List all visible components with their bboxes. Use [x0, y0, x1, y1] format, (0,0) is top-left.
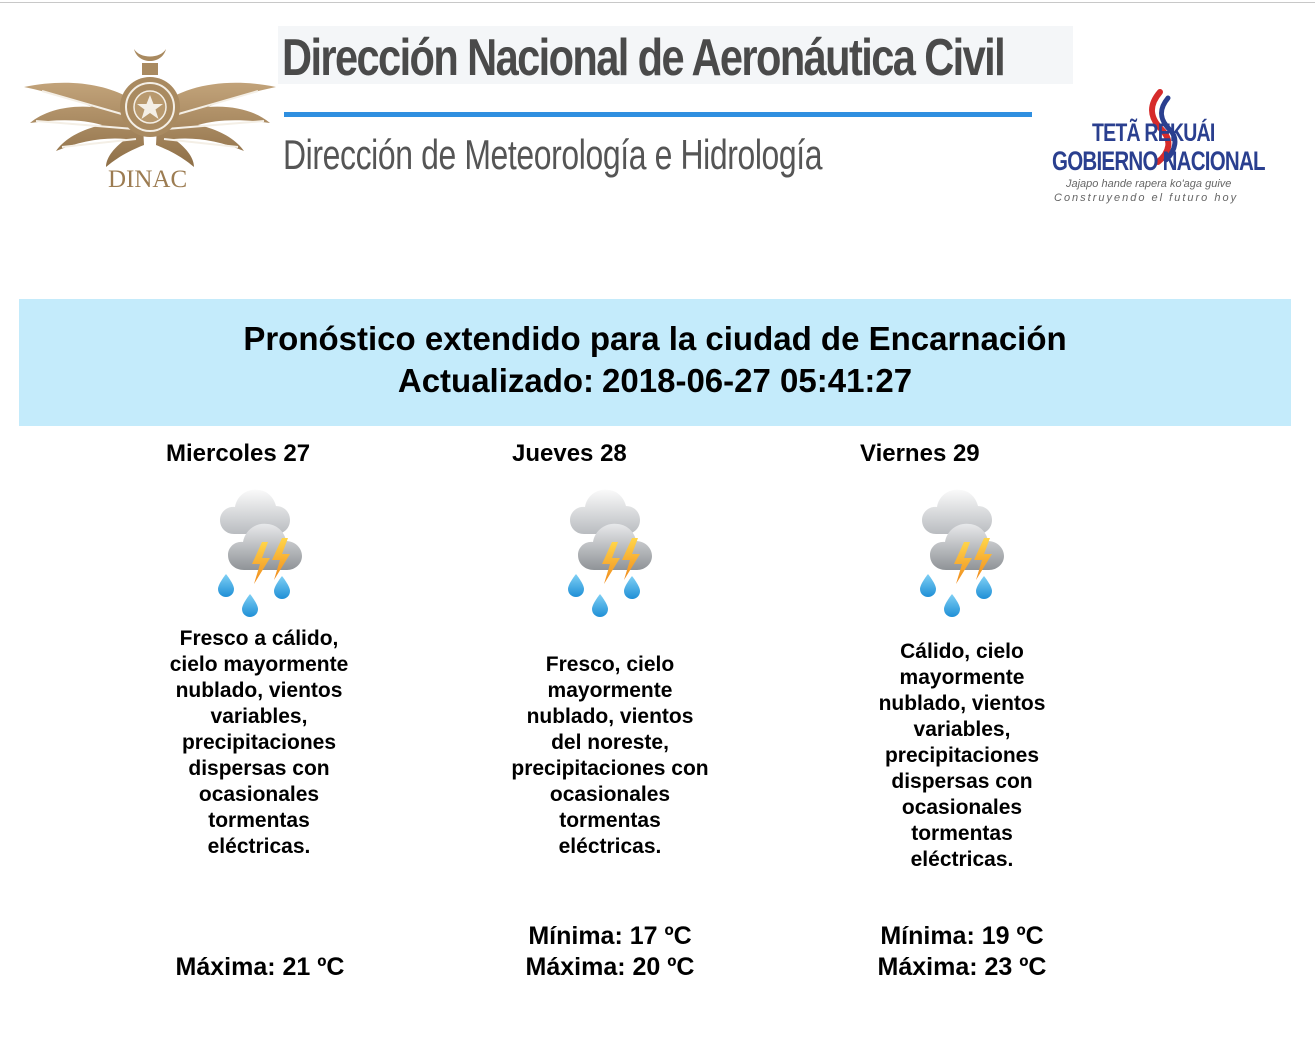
day-min-temp: Mínima: 17 ºC — [528, 922, 692, 950]
updated-value: 2018-06-27 05:41:27 — [602, 362, 913, 399]
day-title: Viernes 29 — [860, 440, 980, 467]
gobierno-nacional-logo — [1046, 88, 1286, 208]
gov-logo-tagline1: Jajapo hande rapera ko'aga guive — [1066, 178, 1232, 190]
day-column-1 — [140, 440, 480, 1000]
page-header — [0, 0, 1315, 230]
org-subtitle: Dirección de Meteorología e Hidrología — [283, 131, 823, 178]
day-column-3 — [842, 440, 1182, 1000]
header-rule — [284, 112, 1032, 117]
thunderstorm-rain-icon — [906, 484, 1016, 619]
day-description: Cálido, cielo mayormente nublado, vientos variables, precipitaciones dispersas con ocasionales tormentas eléctricas. — [878, 640, 1046, 871]
gov-logo-line2: GOBIERNO NACIONAL — [1052, 146, 1265, 176]
gov-logo-tagline2: Construyendo el futuro hoy — [1054, 192, 1239, 204]
day-title: Miercoles 27 — [166, 440, 311, 467]
forecast-title: Pronóstico extendido para la ciudad de Encarnación — [243, 320, 1067, 357]
forecast-banner — [19, 299, 1291, 426]
dinac-logo-text: DINAC — [108, 166, 188, 193]
thunderstorm-rain-icon — [204, 484, 314, 619]
day-max-temp: Máxima: 23 ºC — [877, 953, 1047, 981]
forecast-updated — [19, 362, 1291, 400]
day-title: Jueves 28 — [512, 440, 627, 467]
day-description: Fresco a cálido, cielo mayormente nublado, vientos variables, precipitaciones dispersas con ocasionales tormentas eléctricas. — [169, 627, 349, 858]
day-min-temp: Mínima: 19 ºC — [880, 922, 1044, 950]
thunderstorm-rain-icon — [554, 484, 664, 619]
day-column-2 — [490, 440, 830, 1000]
day-max-temp: Máxima: 21 ºC — [175, 953, 345, 981]
org-title: Dirección Nacional de Aeronáutica Civil — [282, 29, 1005, 87]
gov-logo-line1: TETÃ REKUÁI — [1092, 119, 1215, 147]
day-max-temp: Máxima: 20 ºC — [525, 953, 695, 981]
day-description: Fresco, cielo mayormente nublado, vientos del noreste, precipitaciones con ocasionales tormentas eléctricas. — [511, 653, 709, 858]
updated-label: Actualizado: — [397, 362, 595, 399]
